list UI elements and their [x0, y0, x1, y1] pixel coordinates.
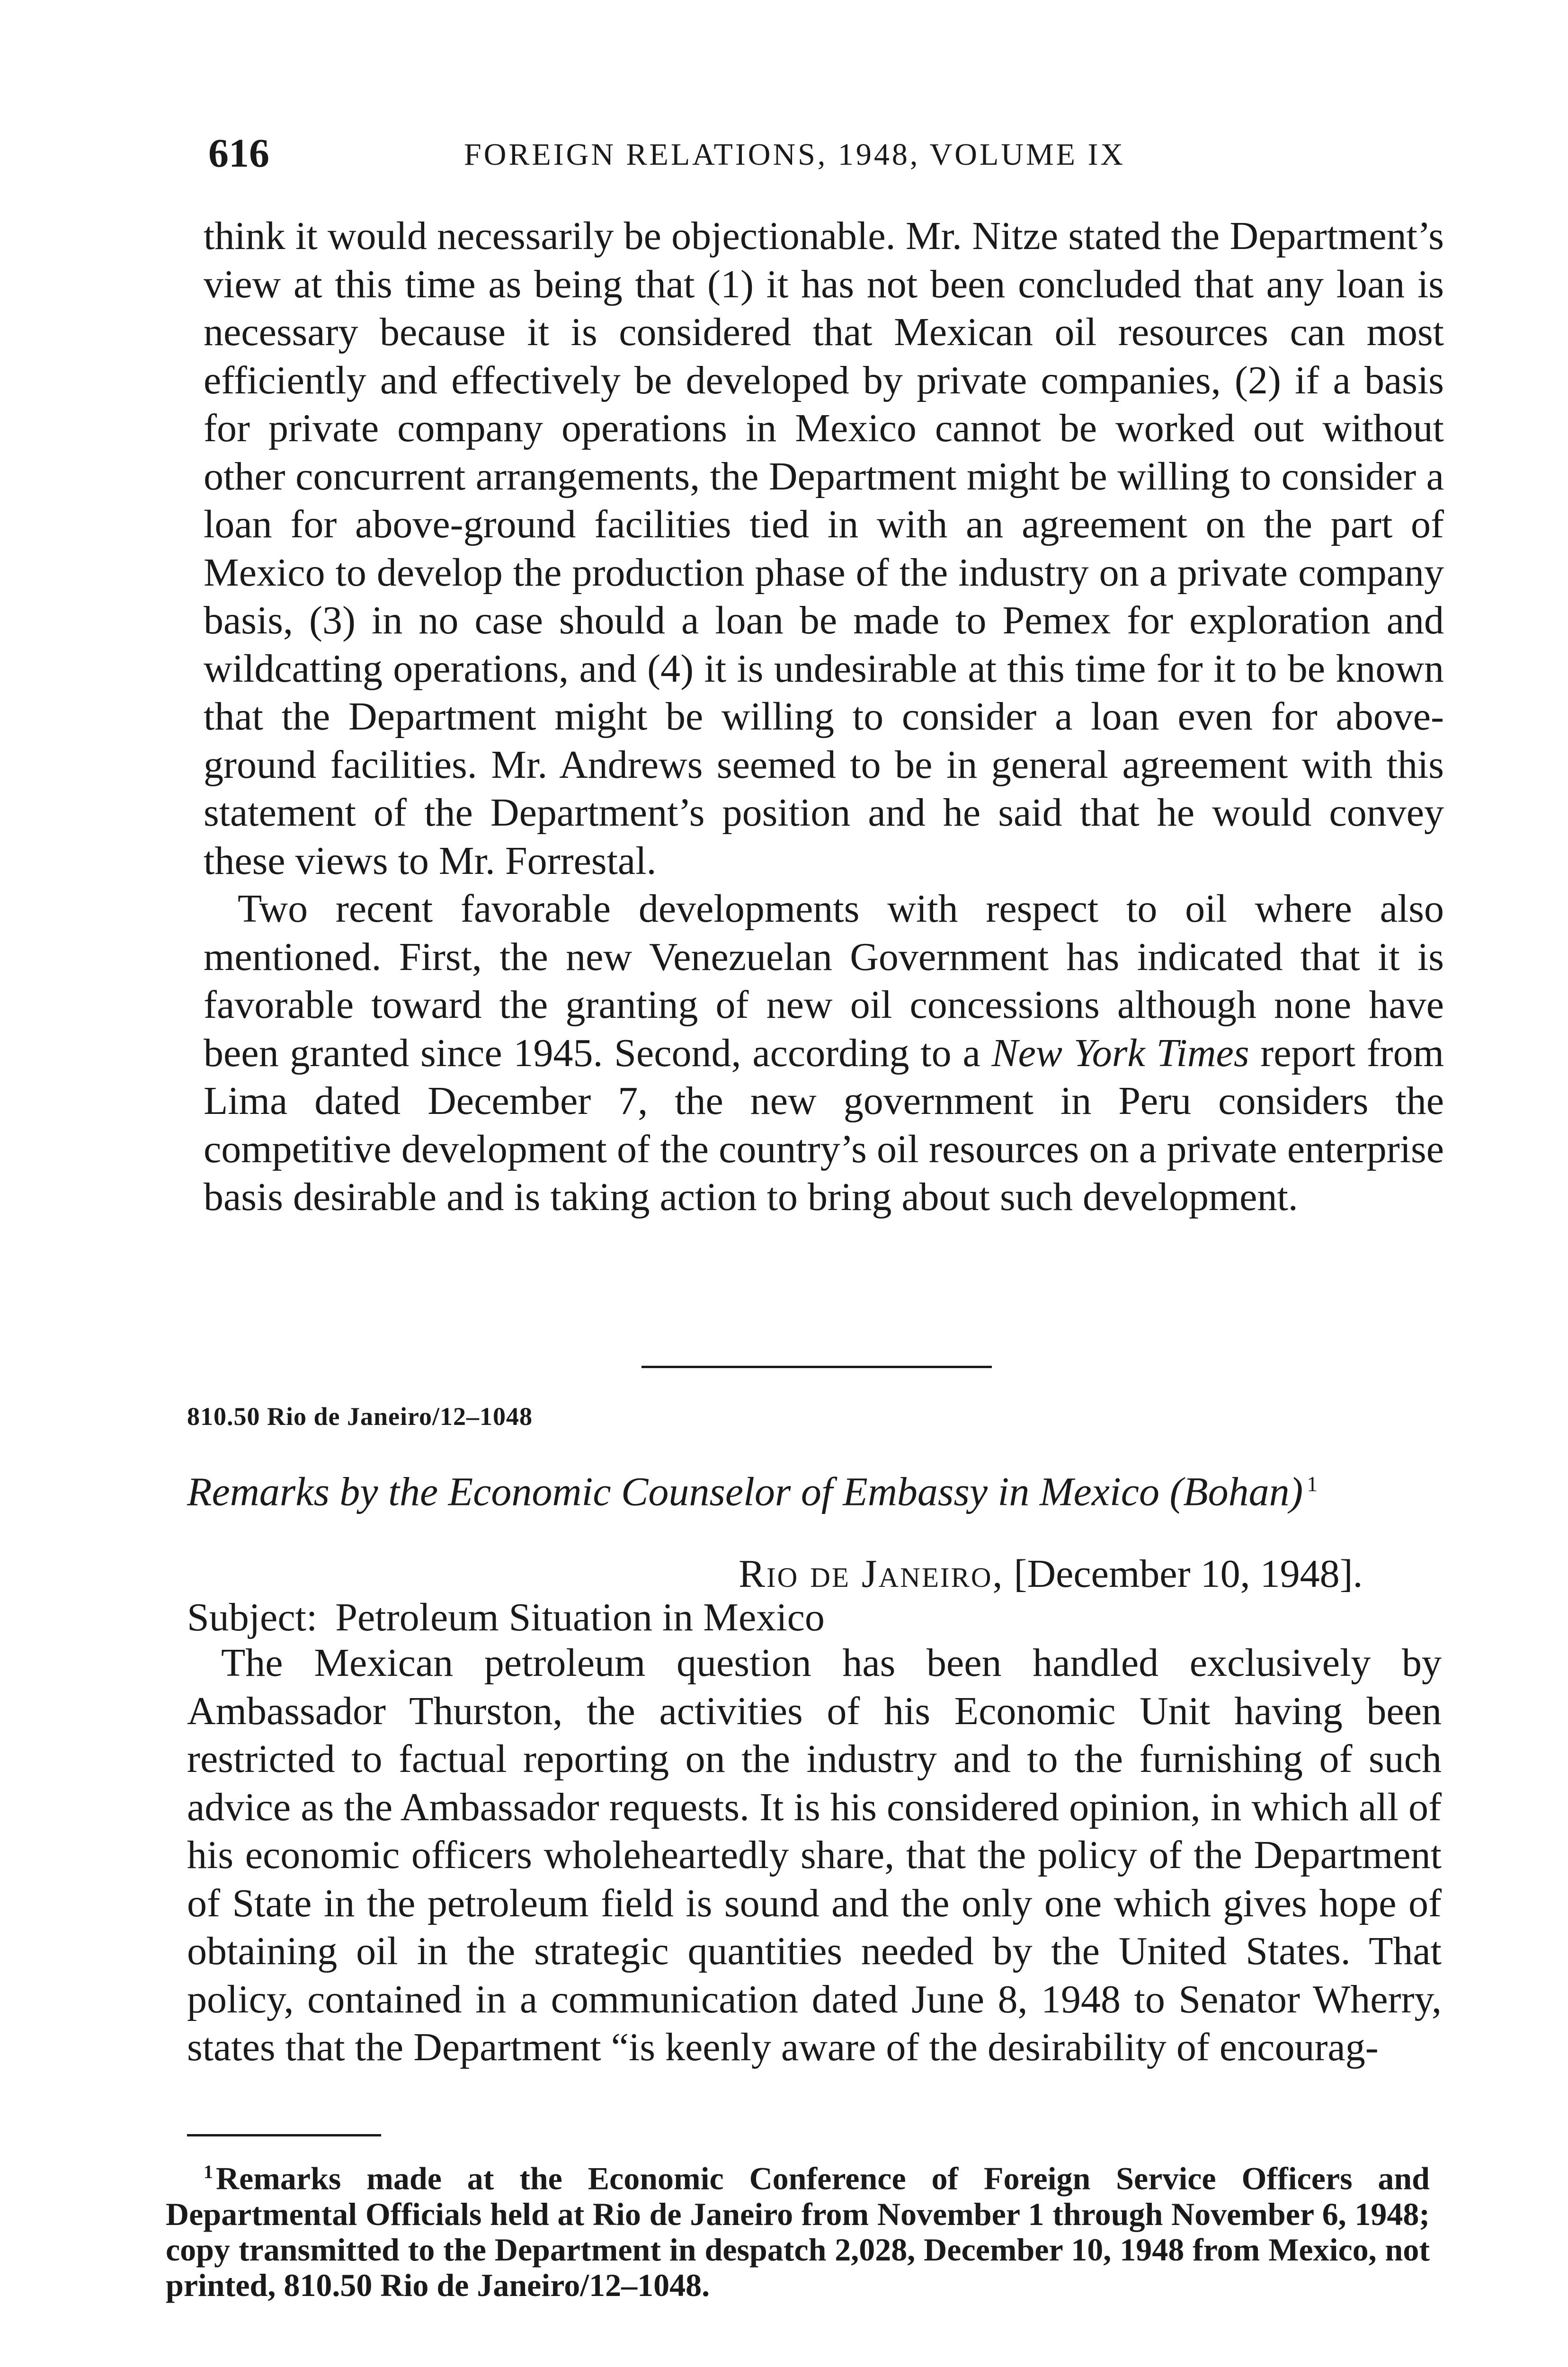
- paragraph: The Mexican petroleum question has been handled exclusively by Ambassador Thurston, the activities of his Economic Unit having been restricted to factual reporting on the industry and to the furnishing of such advice as the Ambassador requests. It is his considered opinion, in which all of his economic officers wholeheartedly share, that the policy of the Department of State in the petroleum field is sound and the only one which gives hope of obtaining oil in the strategic quantities needed by the United States. That policy, contained in a communication dated June 8, 1948 to Senator Wherry, states that the Department “is keenly aware of the desirability of encourag-: [187, 1641, 1442, 2069]
- paragraph: think it would necessarily be objectionable. Mr. Nitze stated the Department’s view at this time as being that (1) it has not been concluded that any loan is necessary because it is considered that Mexican oil resources can most efficiently and effectively be developed by private companies, (2) if a basis for private company operations in Mexico cannot be worked out without other concurrent arrangements, the Department might be willing to consider a loan for above-ground facilities tied in with an agreement on the part of Mexico to develop the production phase of the industry on a private company basis, (3) in no case should a loan be made to Pemex for exploration and wildcatting operations, and (4) it is undesirable at this time for it to be known that the Department might be willing to consider a loan even for above-ground facilities. Mr. Andrews seemed to be in general agreement with this statement of the Department’s position and he said that he would convey these views to Mr. Forrestal.: [204, 214, 1444, 883]
- footnote-marker: 1: [204, 2161, 213, 2182]
- running-title: FOREIGN RELATIONS, 1948, VOLUME IX: [464, 137, 1126, 172]
- section-divider: [641, 1366, 992, 1368]
- document-title: [187, 1458, 1456, 1518]
- subject-label: Subject:: [187, 1595, 318, 1639]
- paragraph-text: Two recent favorable developments with respect to oil where also mentioned. First, the new Venezuelan Government has indicated that it is favorable toward the granting of new oil concessions although none have been granted since 1945. Second, according to a: [204, 887, 1444, 1075]
- file-number: 810.50 Rio de Janeiro/12–1048: [187, 1402, 533, 1431]
- document-title-text: Remarks by the Economic Counselor of Embassy in Mexico (Bohan): [187, 1468, 1303, 1514]
- running-head: [208, 127, 1439, 179]
- footnote-text: Remarks made at the Economic Conference of Foreign Service Officers and Departmental Officials held at Rio de Janeiro from November 1 through November 6, 1948; copy transmitted to the Department in despatch 2,028, December 10, 1948 from Mexico, not printed, 810.50 Rio de Janeiro/12–1048.: [166, 2160, 1430, 2303]
- paragraph: [204, 885, 1444, 1221]
- footnote-reference: 1: [1307, 1472, 1318, 1496]
- subject-text: Petroleum Situation in Mexico: [335, 1595, 825, 1639]
- paragraph-text: report from Lima dated December 7, the new government in Peru considers the competitive development of the country’s oil resources on a private enterprise basis desirable and is taking action to bring about such development.: [204, 1031, 1444, 1219]
- subject-line: [187, 1592, 825, 1644]
- dateline-date: [December 10, 1948].: [1014, 1552, 1363, 1596]
- footnote: [166, 2154, 1430, 2303]
- newspaper-title: New York Times: [991, 1031, 1249, 1075]
- dateline: [739, 1548, 1363, 1600]
- dateline-place: Rio de Janeiro,: [739, 1552, 1004, 1596]
- continued-text: [204, 212, 1444, 1221]
- footnote-paragraph: [166, 2154, 1430, 2303]
- document-body: [187, 1639, 1442, 2072]
- footnote-divider: [187, 2134, 381, 2136]
- page-number: 616: [208, 130, 269, 176]
